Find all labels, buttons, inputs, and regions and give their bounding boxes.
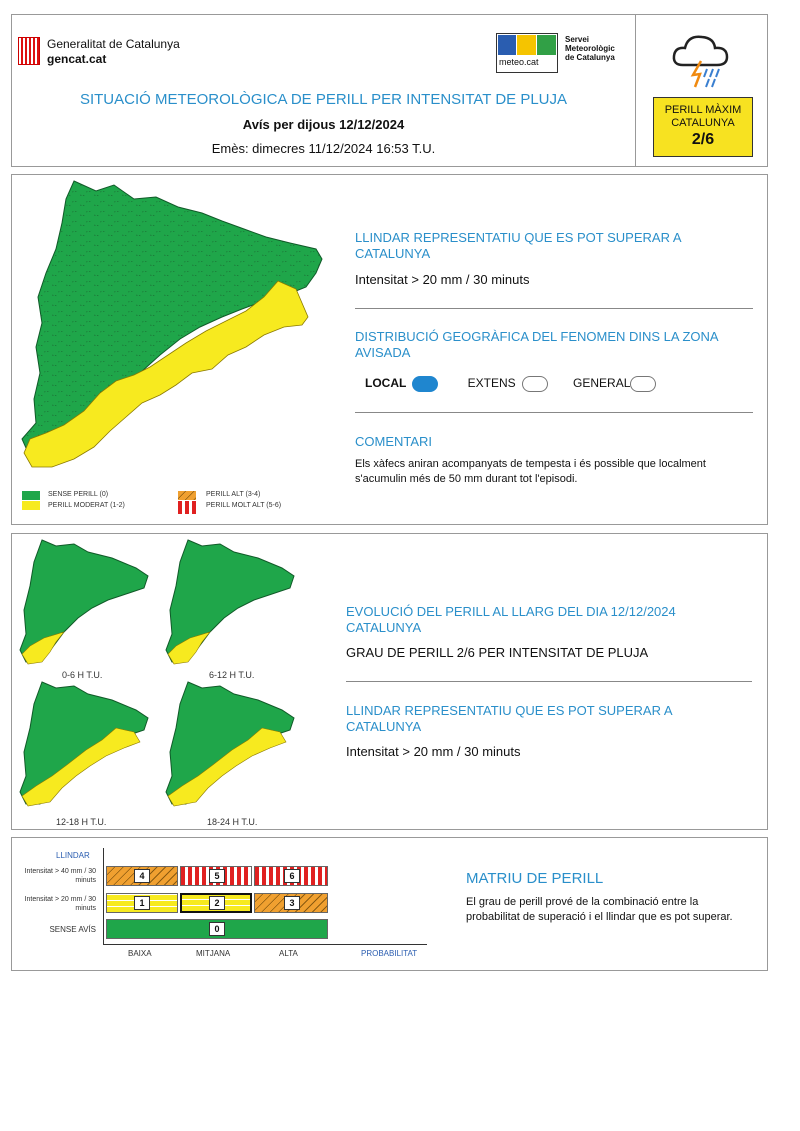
catalonia-main-map [16,177,336,477]
legend-none-swatch [22,491,40,500]
divider-1 [355,308,753,309]
threshold-title-2: LLINDAR REPRESENTATIU QUE ES POT SUPERAR A CATALUNYA [346,703,672,734]
probability-label: PROBABILITAT [361,949,418,958]
threshold-value-2: Intensitat > 20 mm / 30 minuts [346,744,521,759]
legend-high-swatch [178,491,196,500]
meteo-logo [496,33,558,73]
period-3-label: 12-18 H T.U. [56,817,107,827]
period-1-label: 0-6 H T.U. [62,670,103,680]
matrix-title: MATRIU DE PERILL [466,870,604,887]
row-high-label: Intensitat > 40 mm / 30 minuts [24,868,96,884]
row-none-label: SENSE AVÍS [49,925,96,934]
meteo-service-line-2: Meteorològic [565,44,615,53]
page-title: SITUACIÓ METEOROLÒGICA DE PERILL PER INTENSITAT DE PLUJA [79,91,568,108]
matrix-value-4: 4 [134,869,150,883]
max-danger-box [653,97,753,157]
threshold-value: Intensitat > 20 mm / 30 minuts [355,272,530,287]
matrix-value-5: 5 [209,869,225,883]
meteo-logo-text: meteo.cat [499,57,539,67]
dist-general-label: GENERAL [573,376,631,391]
meteo-service-line-1: Servei [565,35,590,44]
gov-name: Generalitat de Catalunya [47,37,180,51]
meteo-service-line-3: de Catalunya [565,53,615,62]
meteo-logo-green [537,35,556,55]
risk-matrix-panel [11,837,768,971]
col-label-high: ALTA [279,949,298,958]
dist-extens-toggle [522,376,548,392]
evolution-panel [11,533,768,830]
matrix-value-1: 1 [134,896,150,910]
main-forecast-panel [11,174,768,525]
dist-general-toggle [630,376,656,392]
map-period-1 [16,538,156,668]
divider-3 [346,681,752,682]
distribution-title: DISTRIBUCIÓ GEOGRÀFICA DEL FENOMEN DINS LA ZONA AVISADA [355,329,718,360]
meteo-logo-blue [498,35,516,55]
map-period-2 [162,538,302,668]
threshold-title: LLINDAR REPRESENTATIU QUE ES POT SUPERAR A CATALUNYA [355,230,681,261]
meteo-logo-sun [517,35,536,55]
comment-text: Els xàfecs aniran acompanyats de tempesta i és possible que localment s'acumulin més de 50 mm durant tot l'episodi. [355,458,706,485]
comment-title: COMENTARI [355,434,433,449]
matrix-x-axis [103,944,427,945]
header-divider [635,15,636,166]
notice-date: Avís per dijous 12/12/2024 [242,117,405,132]
gov-site: gencat.cat [47,52,107,66]
col-label-mid: MITJANA [196,949,231,958]
matrix-value-6: 6 [284,869,300,883]
gencat-logo [18,37,40,65]
issued-date: Emès: dimecres 11/12/2024 16:53 T.U. [211,141,436,156]
dist-local-label: LOCAL [365,376,407,391]
max-danger-label-2: CATALUNYA [671,117,735,129]
header-panel [11,14,768,167]
matrix-value-0: 0 [209,922,225,936]
map-period-3 [16,680,156,810]
legend-moderate-swatch [22,501,40,510]
matrix-y-axis [103,848,104,944]
divider-2 [355,412,753,413]
evolution-title: EVOLUCIÓ DEL PERILL AL LLARG DEL DIA 12/12/2024 CATALUNYA [346,604,676,635]
col-label-low: BAIXA [128,949,152,958]
matrix-text: El grau de perill prové de la combinació entre la probabilitat de superació i el llindar que es pot superar. [466,896,733,923]
dist-extens-label: EXTENS [467,376,516,391]
legend-very-high-label: PERILL MOLT ALT (5-6) [206,502,282,509]
matrix-value-2: 2 [209,896,225,910]
legend-moderate-label: PERILL MODERAT (1-2) [48,502,125,509]
legend-high-label: PERILL ALT (3-4) [206,491,261,498]
max-danger-value: 2/6 [691,131,715,148]
storm-rain-icon [669,29,733,91]
dist-local-toggle [412,376,438,392]
matrix-value-3: 3 [284,896,300,910]
row-mid-label: Intensitat > 20 mm / 30 minuts [24,896,96,912]
legend-very-high-swatch [178,501,196,514]
distribution-options [365,376,656,392]
period-4-label: 18-24 H T.U. [207,817,258,827]
max-danger-label-1: PERILL MÀXIM [664,104,742,116]
map-period-4 [162,680,302,810]
evolution-value: GRAU DE PERILL 2/6 PER INTENSITAT DE PLUJA [346,645,649,660]
period-2-label: 6-12 H T.U. [209,670,255,680]
meteo-service [565,35,615,62]
llindar-label: LLINDAR [56,851,90,860]
legend-none-label: SENSE PERILL (0) [48,491,109,498]
